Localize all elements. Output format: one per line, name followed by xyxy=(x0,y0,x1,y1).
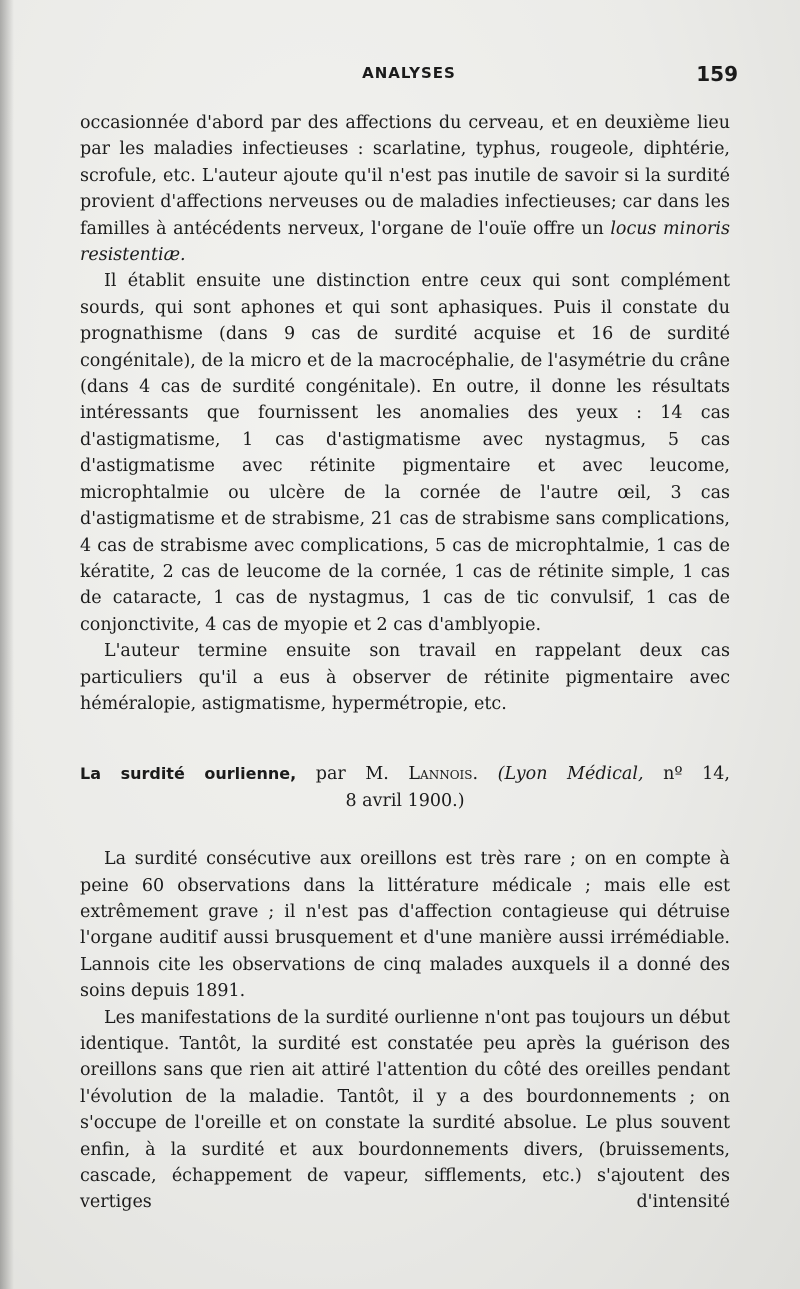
page-header xyxy=(80,62,738,90)
article-issue: nº 14, xyxy=(663,764,730,785)
page-gutter-shadow xyxy=(0,0,14,1289)
italic-latin-phrase: locus minoris resistentiæ. xyxy=(80,218,730,266)
paragraph-article-manifestations: Les manifestations de la surdité ourlienne n'ont pas toujours un début identique. Tantôt, la surdité est constatée peu après la guérison des oreillons sans que rien ait attiré l'attention du côté des oreilles pendant l'évolution de la maladie. Tantôt, il y a des bourdonnements ; on s'occupe de l'oreille et on constate la surdité absolue. Le plus souvent enfin, à la surdité et aux bourdonnements divers, (bruissements, cascade, échappement de vapeur, sifflements, etc.) s'ajoutent des vertiges d'intensité xyxy=(80,1007,730,1213)
running-head: ANALYSES xyxy=(362,64,456,82)
article-title: La surdité ourlienne, xyxy=(80,764,297,784)
article-author: Lannois. xyxy=(408,764,479,785)
page-number: 159 xyxy=(696,62,738,86)
paragraph-conclusion: L'auteur termine ensuite son travail en rappelant deux cas particuliers qu'il a eus à observer de rétinite pigmentaire avec héméralopie, astigmatisme, hypermétropie, etc. xyxy=(80,641,730,714)
article-journal: (Lyon Médical, xyxy=(497,764,644,785)
paragraph-article-intro: La surdité consécutive aux oreillons est très rare ; on en compte à peine 60 observations dans la littérature médicale ; mais elle est extrêmement grave ; il n'est pas d'affection contagieuse qui détruise l'organe auditif aussi brusquement et d'une manière aussi irrémédiable. Lannois cite les observations de cinq malades auxquels il a donné des soins depuis 1891. xyxy=(80,849,730,1002)
article-title-line xyxy=(80,761,730,787)
paragraph-distinction: Il établit ensuite une distinction entre ceux qui sont complément sourds, qui sont aphones et qui sont aphasiques. Puis il constate du prognathisme (dans 9 cas de surdité acquise et 16 de surdité congénitale), de la micro et de la macrocéphalie, de l'asymétrie du crâne (dans 4 cas de surdité congénitale). En outre, il donne les résultats intéressants que fournissent les anomalies des yeux : 14 cas d'astigmatisme, 1 cas d'astigmatisme avec nystagmus, 5 cas d'astigmatisme avec rétinite pigmentaire et avec leucome, microphtalmie ou ulcère de la cornée de l'autre œil, 3 cas d'astigmatisme et de strabisme, 21 cas de strabisme sans complications, 4 cas de strabisme avec complications, 5 cas de microphtalmie, 1 cas de kératite, 2 cas de leucome de la cornée, 1 cas de rétinite simple, 1 cas de cataracte, 1 cas de nystagmus, 1 cas de tic convulsif, 1 cas de conjonctivite, 4 cas de myopie et 2 cas d'amblyopie. xyxy=(80,271,730,635)
article-by: par M. xyxy=(315,764,389,785)
paragraph-continuation xyxy=(80,110,730,268)
page-body xyxy=(80,110,730,1216)
article-date: 8 avril 1900.) xyxy=(345,790,465,811)
paragraph-text: occasionnée d'abord par des affections du cerveau, et en deuxième lieu par les maladies infectieuses : scarlatine, typhus, rougeole, diphtérie, scrofule, etc. L'auteur ajoute qu'il n'est pas inutile de savoir si la surdité provient d'affections nerveuses ou de maladies infectieuses; car dans les familles à antécédents nerveux, l'organe de l'ouïe offre un xyxy=(80,113,730,239)
